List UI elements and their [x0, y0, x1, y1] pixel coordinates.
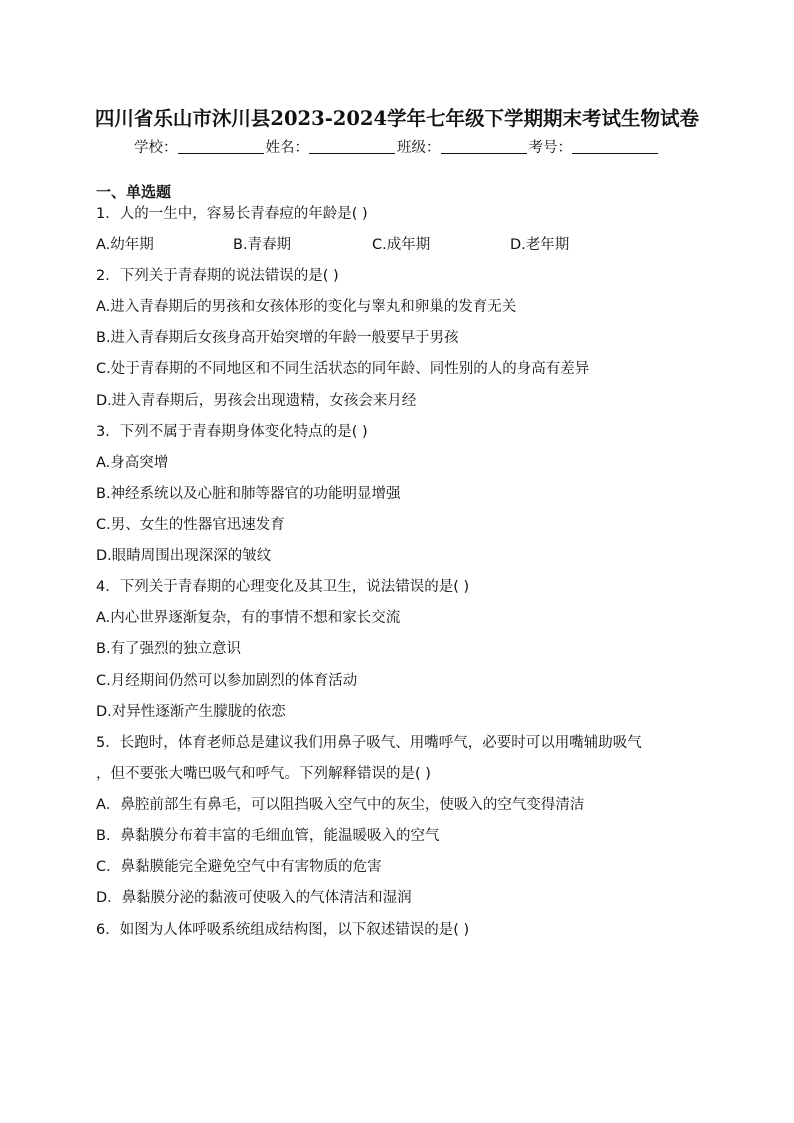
q2-option-a: A.进入青春期后的男孩和女孩体形的变化与睾丸和卵巢的发育无关 [96, 299, 517, 315]
name-label: 姓名： [265, 140, 309, 156]
q4-option-c: C.月经期间仍然可以参加剧烈的体育活动 [96, 673, 358, 689]
q2-option-c: C.处于青春期的不同地区和不同生活状态的同年龄、同性别的人的身高有差异 [96, 361, 590, 377]
q1-option-b: B.青春期 [233, 237, 292, 253]
q2-option-b: B.进入青春期后女孩身高开始突增的年龄一般要早于男孩 [96, 330, 459, 346]
q1-stem: 1．人的一生中，容易长青春痘的年龄是( ) [96, 206, 368, 222]
class-label: 班级： [397, 140, 441, 156]
q5-option-b: B．鼻黏膜分布着丰富的毛细血管，能温暖吸入的空气 [96, 828, 440, 844]
q5-option-d: D．鼻黏膜分泌的黏液可使吸入的气体清洁和湿润 [96, 890, 412, 906]
class-blank[interactable] [441, 139, 527, 154]
q4-option-d: D.对异性逐渐产生朦胧的依恋 [96, 704, 286, 720]
q4-option-a: A.内心世界逐渐复杂，有的事情不想和家长交流 [96, 610, 401, 626]
q5-option-c: C．鼻黏膜能完全避免空气中有害物质的危害 [96, 859, 382, 875]
q1-option-a: A.幼年期 [96, 237, 154, 253]
q4-stem: 4．下列关于青春期的心理变化及其卫生，说法错误的是( ) [96, 579, 470, 595]
exam-title: 四川省乐山市沐川县2023-2024学年七年级下学期期末考试生物试卷 [94, 107, 700, 130]
q3-option-b: B.神经系统以及心脏和肺等器官的功能明显增强 [96, 486, 401, 502]
q1-option-d: D.老年期 [510, 237, 570, 253]
q3-stem: 3．下列不属于青春期身体变化特点的是( ) [96, 424, 368, 440]
school-label: 学校： [134, 140, 178, 156]
number-blank[interactable] [572, 139, 658, 154]
school-blank[interactable] [178, 139, 264, 154]
q3-option-d: D.眼睛周围出现深深的皱纹 [96, 548, 272, 564]
student-info-row [0, 136, 794, 157]
number-label: 考号： [528, 140, 572, 156]
q2-stem: 2．下列关于青春期的说法错误的是( ) [96, 268, 339, 284]
q3-option-a: A.身高突增 [96, 455, 169, 471]
q5-option-a: A．鼻腔前部生有鼻毛，可以阻挡吸入空气中的灰尘，使吸入的空气变得清洁 [96, 797, 585, 813]
q1-option-c: C.成年期 [372, 237, 431, 253]
q5-stem-line1: 5．长跑时，体育老师总是建议我们用鼻子吸气、用嘴呼气，必要时可以用嘴辅助吸气 [96, 735, 642, 751]
q3-option-c: C.男、女生的性器官迅速发育 [96, 517, 285, 533]
q6-stem: 6．如图为人体呼吸系统组成结构图，以下叙述错误的是( ) [96, 922, 470, 938]
q4-option-b: B.有了强烈的独立意识 [96, 641, 242, 657]
q2-option-d: D.进入青春期后，男孩会出现遗精，女孩会来月经 [96, 393, 417, 409]
q5-stem-line2: ，但不要张大嘴巴吸气和呼气。下列解释错误的是( ) [96, 766, 431, 782]
name-blank[interactable] [309, 139, 395, 154]
section-heading: 一、单选题 [96, 183, 172, 201]
